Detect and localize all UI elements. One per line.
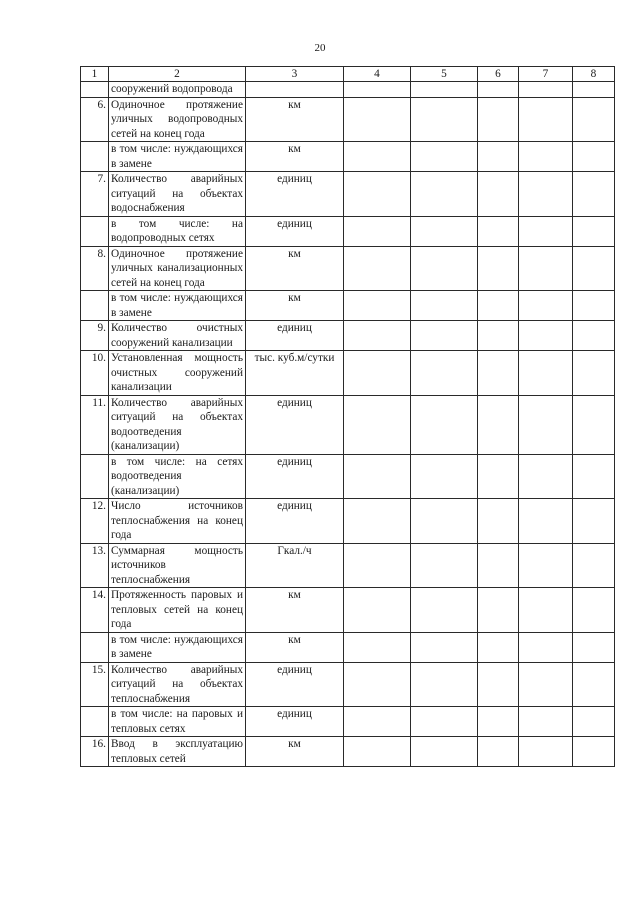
value-cell: [344, 662, 411, 707]
value-cell: [344, 321, 411, 351]
table-row: [81, 454, 615, 499]
table-row: [81, 737, 615, 767]
unit-of-measure: тыс. куб.м/сутки: [246, 351, 344, 396]
unit-of-measure: единиц: [246, 321, 344, 351]
value-cell: [573, 632, 615, 662]
unit-of-measure: единиц: [246, 662, 344, 707]
table-row: [81, 82, 615, 98]
table-row: [81, 707, 615, 737]
value-cell: [478, 395, 519, 454]
value-cell: [478, 82, 519, 98]
unit-of-measure: км: [246, 737, 344, 767]
value-cell: [478, 632, 519, 662]
column-header: 4: [344, 67, 411, 82]
table-row: [81, 321, 615, 351]
value-cell: [519, 543, 573, 588]
value-cell: [411, 82, 478, 98]
table-row: [81, 142, 615, 172]
indicator-name: в том числе: на водопроводных сетях: [109, 216, 246, 246]
value-cell: [519, 291, 573, 321]
indicator-name: Количество аварийных ситуаций на объектах водоотведения (канализации): [109, 395, 246, 454]
value-cell: [478, 351, 519, 396]
column-header: 3: [246, 67, 344, 82]
row-number: 12.: [81, 499, 109, 544]
value-cell: [478, 291, 519, 321]
value-cell: [519, 321, 573, 351]
value-cell: [478, 707, 519, 737]
table-row: [81, 97, 615, 142]
unit-of-measure: Гкал./ч: [246, 543, 344, 588]
indicator-name: Ввод в эксплуатацию тепловых сетей: [109, 737, 246, 767]
value-cell: [411, 395, 478, 454]
value-cell: [344, 588, 411, 633]
table-row: [81, 351, 615, 396]
indicator-name: в том числе: нуждающихся в замене: [109, 632, 246, 662]
indicator-name: в том числе: на сетях водоотведения (канализации): [109, 454, 246, 499]
value-cell: [519, 662, 573, 707]
indicator-name: Количество аварийных ситуаций на объектах теплоснабжения: [109, 662, 246, 707]
unit-of-measure: км: [246, 632, 344, 662]
column-header: 6: [478, 67, 519, 82]
indicator-name: в том числе: нуждающихся в замене: [109, 291, 246, 321]
value-cell: [519, 588, 573, 633]
unit-of-measure: единиц: [246, 172, 344, 217]
row-number: 10.: [81, 351, 109, 396]
value-cell: [573, 246, 615, 291]
value-cell: [344, 351, 411, 396]
page-number: 20: [314, 42, 326, 54]
value-cell: [478, 662, 519, 707]
value-cell: [519, 97, 573, 142]
value-cell: [344, 82, 411, 98]
row-number: 11.: [81, 395, 109, 454]
value-cell: [573, 588, 615, 633]
value-cell: [519, 632, 573, 662]
value-cell: [519, 395, 573, 454]
value-cell: [478, 543, 519, 588]
row-number: 14.: [81, 588, 109, 633]
unit-of-measure: км: [246, 588, 344, 633]
value-cell: [478, 321, 519, 351]
value-cell: [519, 142, 573, 172]
indicator-name: в том числе: нуждающихся в замене: [109, 142, 246, 172]
value-cell: [411, 246, 478, 291]
row-number: 7.: [81, 172, 109, 217]
table-row: [81, 246, 615, 291]
value-cell: [411, 499, 478, 544]
table-row: [81, 499, 615, 544]
indicator-name: в том числе: на паровых и тепловых сетях: [109, 707, 246, 737]
value-cell: [478, 499, 519, 544]
value-cell: [573, 351, 615, 396]
row-number: 13.: [81, 543, 109, 588]
table-row: [81, 543, 615, 588]
value-cell: [573, 499, 615, 544]
row-number: 8.: [81, 246, 109, 291]
value-cell: [344, 291, 411, 321]
value-cell: [411, 172, 478, 217]
column-header: 1: [81, 67, 109, 82]
value-cell: [411, 543, 478, 588]
unit-of-measure: км: [246, 97, 344, 142]
value-cell: [573, 321, 615, 351]
value-cell: [573, 707, 615, 737]
row-number: [81, 291, 109, 321]
column-header: 5: [411, 67, 478, 82]
value-cell: [344, 737, 411, 767]
value-cell: [573, 82, 615, 98]
value-cell: [519, 82, 573, 98]
table-row: [81, 291, 615, 321]
value-cell: [344, 707, 411, 737]
value-cell: [519, 499, 573, 544]
indicator-name: Одиночное протяжение уличных канализационных сетей на конец года: [109, 246, 246, 291]
column-header: 2: [109, 67, 246, 82]
indicator-name: Число источников теплоснабжения на конец года: [109, 499, 246, 544]
table-row: [81, 172, 615, 217]
value-cell: [573, 172, 615, 217]
indicator-name: сооружений водопровода: [109, 82, 246, 98]
row-number: [81, 707, 109, 737]
value-cell: [519, 216, 573, 246]
value-cell: [344, 216, 411, 246]
indicator-name: Количество очистных сооружений канализации: [109, 321, 246, 351]
value-cell: [478, 588, 519, 633]
value-cell: [344, 499, 411, 544]
row-number: 9.: [81, 321, 109, 351]
value-cell: [411, 351, 478, 396]
value-cell: [573, 543, 615, 588]
unit-of-measure: единиц: [246, 395, 344, 454]
value-cell: [478, 246, 519, 291]
row-number: [81, 216, 109, 246]
value-cell: [344, 454, 411, 499]
value-cell: [478, 216, 519, 246]
unit-of-measure: единиц: [246, 707, 344, 737]
value-cell: [344, 246, 411, 291]
value-cell: [478, 97, 519, 142]
value-cell: [344, 142, 411, 172]
value-cell: [411, 291, 478, 321]
value-cell: [411, 707, 478, 737]
value-cell: [344, 97, 411, 142]
unit-of-measure: км: [246, 291, 344, 321]
value-cell: [519, 246, 573, 291]
value-cell: [411, 588, 478, 633]
value-cell: [519, 454, 573, 499]
indicator-name: Установленная мощность очистных сооружений канализации: [109, 351, 246, 396]
value-cell: [478, 172, 519, 217]
value-cell: [519, 707, 573, 737]
value-cell: [519, 351, 573, 396]
value-cell: [573, 97, 615, 142]
value-cell: [411, 97, 478, 142]
indicator-name: Одиночное протяжение уличных водопроводных сетей на конец года: [109, 97, 246, 142]
value-cell: [573, 454, 615, 499]
table-row: [81, 662, 615, 707]
value-cell: [411, 454, 478, 499]
column-header: 7: [519, 67, 573, 82]
value-cell: [573, 737, 615, 767]
row-number: [81, 632, 109, 662]
indicator-name: Количество аварийных ситуаций на объектах водоснабжения: [109, 172, 246, 217]
value-cell: [411, 321, 478, 351]
report-table: [80, 66, 615, 767]
unit-of-measure: единиц: [246, 454, 344, 499]
value-cell: [344, 172, 411, 217]
value-cell: [573, 395, 615, 454]
table-row: [81, 588, 615, 633]
indicator-name: Суммарная мощность источников теплоснабжения: [109, 543, 246, 588]
value-cell: [344, 543, 411, 588]
value-cell: [519, 737, 573, 767]
value-cell: [573, 142, 615, 172]
row-number: [81, 142, 109, 172]
indicator-name: Протяженность паровых и тепловых сетей на конец года: [109, 588, 246, 633]
row-number: [81, 454, 109, 499]
value-cell: [344, 395, 411, 454]
table-row: [81, 216, 615, 246]
value-cell: [573, 216, 615, 246]
row-number: 16.: [81, 737, 109, 767]
value-cell: [411, 662, 478, 707]
unit-of-measure: [246, 82, 344, 98]
unit-of-measure: единиц: [246, 499, 344, 544]
column-header: 8: [573, 67, 615, 82]
header-row: [81, 67, 615, 82]
unit-of-measure: км: [246, 142, 344, 172]
value-cell: [411, 142, 478, 172]
row-number: [81, 82, 109, 98]
row-number: 15.: [81, 662, 109, 707]
value-cell: [478, 737, 519, 767]
value-cell: [573, 291, 615, 321]
value-cell: [411, 737, 478, 767]
table-row: [81, 395, 615, 454]
table-body: [81, 82, 615, 767]
value-cell: [478, 454, 519, 499]
table-row: [81, 632, 615, 662]
value-cell: [344, 632, 411, 662]
value-cell: [478, 142, 519, 172]
row-number: 6.: [81, 97, 109, 142]
value-cell: [411, 216, 478, 246]
unit-of-measure: км: [246, 246, 344, 291]
unit-of-measure: единиц: [246, 216, 344, 246]
value-cell: [519, 172, 573, 217]
value-cell: [411, 632, 478, 662]
value-cell: [573, 662, 615, 707]
